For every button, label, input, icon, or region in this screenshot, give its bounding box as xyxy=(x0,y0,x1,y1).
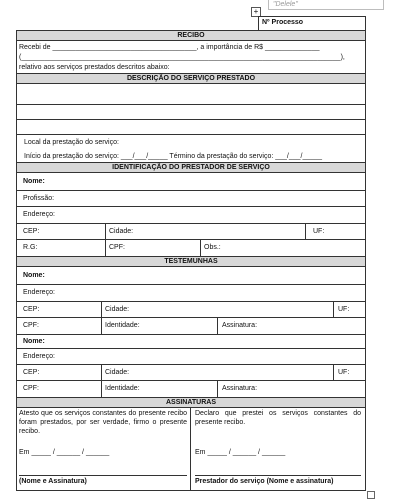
row-divider xyxy=(17,284,365,285)
testemunha1-nome-label[interactable]: Nome: xyxy=(23,272,45,279)
assinaturas-title: ASSINATURAS xyxy=(17,397,365,408)
row-divider xyxy=(17,223,365,224)
testemunha2-uf-label[interactable]: UF: xyxy=(338,369,350,376)
delete-field[interactable]: "Delele" xyxy=(268,0,384,10)
testemunha1-endereco-label[interactable]: Endereço: xyxy=(23,289,55,296)
prestador-nome-label[interactable]: Nome: xyxy=(23,178,45,185)
row-divider xyxy=(17,364,365,365)
col-divider xyxy=(200,239,201,256)
prestador-endereco-label[interactable]: Endereço: xyxy=(23,211,55,218)
processo-label: Nº Processo xyxy=(262,19,304,26)
testemunha2-cpf-label[interactable]: CPF: xyxy=(23,385,39,392)
col-divider xyxy=(333,364,334,380)
testemunha2-assinatura-label[interactable]: Assinatura: xyxy=(222,385,258,392)
prestador-title: IDENTIFICAÇÃO DO PRESTADOR DE SERVIÇO xyxy=(17,162,365,173)
testemunha2-cep-label[interactable]: CEP: xyxy=(23,369,40,376)
testemunha1-identidade-label[interactable]: Identidade: xyxy=(105,322,140,329)
prestador-profissao-label[interactable]: Profissão: xyxy=(23,195,55,202)
declaro-text: Declaro que prestei os serviços constantes do presente recibo. xyxy=(195,410,361,426)
testemunhas-title: TESTEMUNHAS xyxy=(17,256,365,267)
local-label[interactable]: Local da prestação do serviço: xyxy=(24,139,119,146)
testemunha2-identidade-label[interactable]: Identidade: xyxy=(105,385,140,392)
table-resize-handle-icon[interactable] xyxy=(367,491,375,499)
right-date-line[interactable]: Em _____ / ______ / ______ xyxy=(195,449,286,456)
testemunha1-assinatura-label[interactable]: Assinatura: xyxy=(222,322,258,329)
table-move-handle-icon[interactable]: + xyxy=(251,7,261,17)
col-divider xyxy=(333,301,334,317)
testemunha1-cidade-label[interactable]: Cidade: xyxy=(105,306,130,313)
row-divider xyxy=(17,301,365,302)
row-divider xyxy=(17,104,365,105)
receipt-form xyxy=(16,30,366,491)
testemunha1-uf-label[interactable]: UF: xyxy=(338,306,350,313)
prestador-cidade-label[interactable]: Cidade: xyxy=(109,228,134,235)
col-divider xyxy=(217,380,218,397)
testemunha1-cpf-label[interactable]: CPF: xyxy=(23,322,39,329)
row-divider xyxy=(17,134,365,135)
testemunha2-nome-label[interactable]: Nome: xyxy=(23,338,45,345)
recibo-line-1[interactable]: Recebi de _____________________________________, a importância de R$ ______________ xyxy=(19,44,320,51)
right-signature-line[interactable] xyxy=(195,475,361,476)
prestador-rg-label[interactable]: R.G: xyxy=(23,244,38,251)
inicio-termino-line[interactable]: Início da prestação do serviço: ___/___/_____ Término da prestação do serviço: ___/___/_____ xyxy=(24,153,322,160)
right-signature-label: Prestador do serviço (Nome e assinatura) xyxy=(195,478,334,485)
row-divider xyxy=(17,190,365,191)
testemunha1-cep-label[interactable]: CEP: xyxy=(23,306,40,313)
row-divider xyxy=(17,239,365,240)
col-divider xyxy=(305,223,306,239)
atesto-text: Atesto que os serviços constantes do presente recibo foram prestados, por ser verdade, firmo o presente recibo. xyxy=(19,410,187,435)
prestador-cpf-label[interactable]: CPF: xyxy=(109,244,125,251)
row-divider xyxy=(17,206,365,207)
row-divider xyxy=(17,317,365,318)
processo-box xyxy=(258,16,366,31)
testemunha2-endereco-label[interactable]: Endereço: xyxy=(23,353,55,360)
left-signature-label: (Nome e Assinatura) xyxy=(19,478,87,485)
recibo-line-2[interactable]: (__________________________________________________________________________________), xyxy=(19,54,345,61)
testemunha2-cidade-label[interactable]: Cidade: xyxy=(105,369,130,376)
row-divider xyxy=(17,380,365,381)
col-divider xyxy=(190,408,191,490)
row-divider xyxy=(17,334,365,335)
prestador-obs-label[interactable]: Obs.: xyxy=(204,244,221,251)
left-date-line[interactable]: Em _____ / ______ / ______ xyxy=(19,449,110,456)
prestador-cep-label[interactable]: CEP: xyxy=(23,228,40,235)
prestador-uf-label[interactable]: UF: xyxy=(313,228,325,235)
left-signature-line[interactable] xyxy=(19,475,187,476)
recibo-title: RECIBO xyxy=(17,31,365,41)
col-divider xyxy=(217,317,218,334)
descricao-title: DESCRIÇÃO DO SERVIÇO PRESTADO xyxy=(17,73,365,84)
recibo-line-3: relativo aos serviços prestados descritos abaixo: xyxy=(19,64,170,71)
row-divider xyxy=(17,119,365,120)
row-divider xyxy=(17,348,365,349)
